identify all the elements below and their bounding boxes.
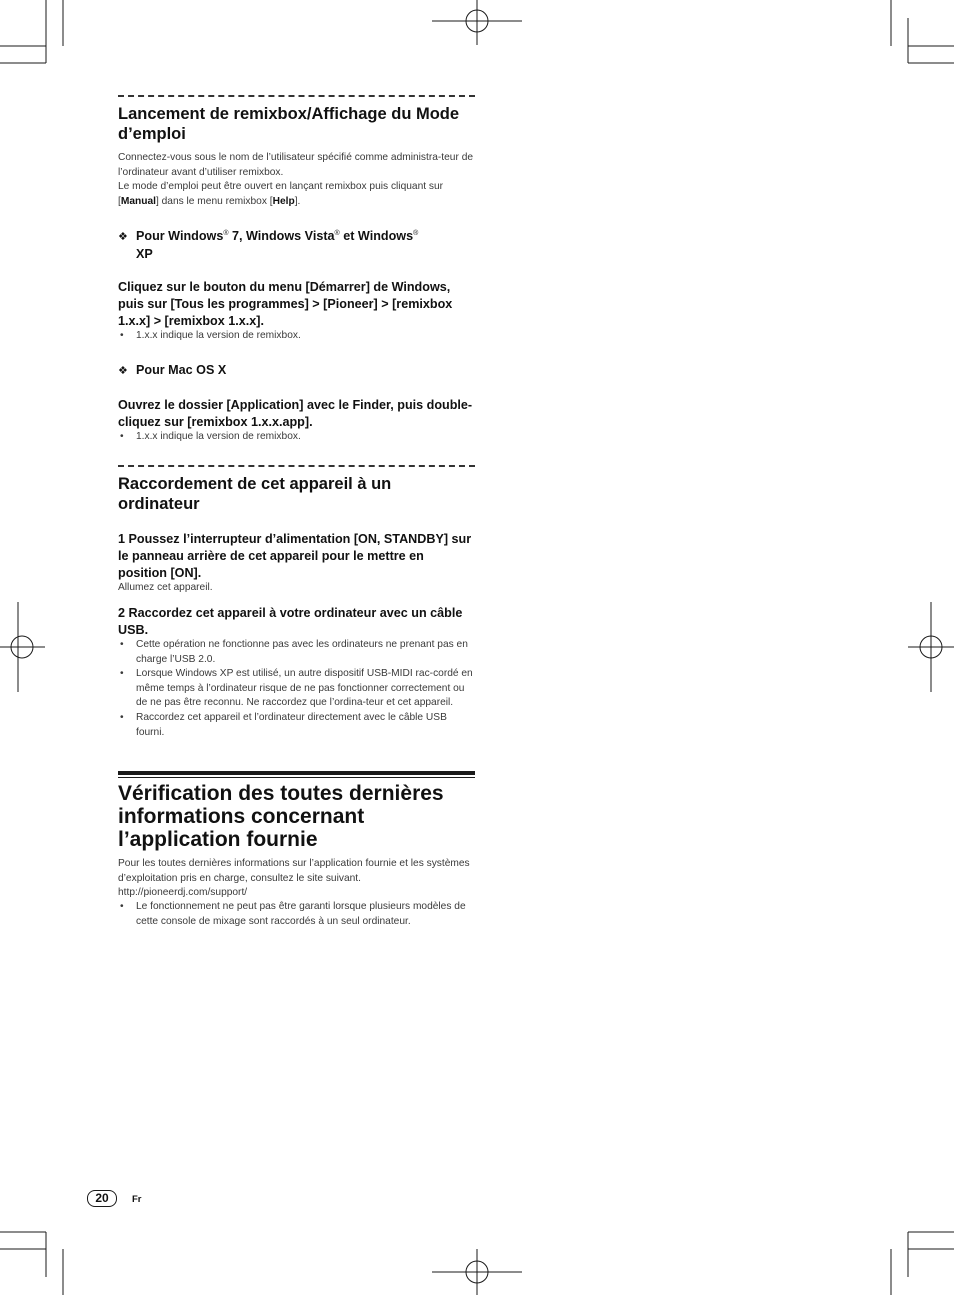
windows-note-list	[118, 329, 475, 344]
section-divider	[118, 465, 475, 467]
connect-step-1: 1 Poussez l’interrupteur d’alimentation [ON, STANDBY] sur le panneau arrière de cet appareil pour le mettre en position [ON].	[118, 532, 472, 580]
language-label: Fr	[132, 1194, 142, 1205]
connect-step-1-note: Allumez cet appareil.	[118, 582, 213, 593]
list-item: • 1.x.x indique la version de remixbox.	[118, 329, 475, 344]
list-item: • Raccordez cet appareil et l’ordinateur directement avec le câble USB fourni.	[118, 711, 475, 740]
manual-menu-label: Manual	[120, 195, 156, 207]
section-heading-connect: Raccordement de cet appareil à un ordinateur	[118, 475, 392, 513]
chapter-divider-thin	[118, 777, 475, 778]
chapter-divider	[118, 771, 475, 775]
info-notes-list	[118, 900, 475, 929]
connect-notes-list	[118, 638, 475, 740]
help-menu-label: Help	[272, 195, 295, 207]
page-number: 20	[87, 1190, 117, 1207]
connect-step-2: 2 Raccordez cet appareil à votre ordinateur avec un câble USB.	[118, 606, 463, 637]
windows-subheading: ❖ Pour Windows® 7, Windows Vista® et Windows® XP	[118, 229, 419, 261]
mac-step: Ouvrez le dossier [Application] avec le Finder, puis double-cliquez sur [remixbox 1.x.x.app].	[118, 398, 473, 429]
list-item: • Cette opération ne fonctionne pas avec les ordinateurs ne prenant pas en charge l’USB 2.0.	[118, 638, 475, 667]
admin-paragraph: Connectez-vous sous le nom de l’utilisateur spécifié comme administra-teur de l’ordinateur avant d’utiliser remixbox.	[118, 152, 474, 178]
info-paragraph: Pour les toutes dernières informations sur l’application fournie et les systèmes d’exploitation pris en charge, consultez le site suivant.	[118, 858, 470, 884]
list-item: • Le fonctionnement ne peut pas être garanti lorsque plusieurs modèles de cette console de mixage sont raccordés à un seul ordinateur.	[118, 900, 475, 929]
mac-note-list	[118, 430, 475, 445]
section-heading-launch: Lancement de remixbox/Affichage du Mode d’emploi	[118, 105, 460, 143]
diamond-bullet-icon: ❖	[118, 231, 128, 243]
mac-subheading: ❖ Pour Mac OS X	[118, 362, 475, 380]
chapter-heading: Vérification des toutes dernières informations concernant l’application fournie	[118, 782, 444, 851]
list-item: • Lorsque Windows XP est utilisé, un autre dispositif USB-MIDI rac-cordé en même temps à l’ordinateur risque de ne pas fonctionner correctement ou de ne pas être reconnu. Ne raccordez que l’ordina-teur et cet appareil.	[118, 667, 475, 711]
list-item: • 1.x.x indique la version de remixbox.	[118, 430, 475, 445]
section-divider	[118, 95, 475, 97]
support-url: http://pioneerdj.com/support/	[118, 887, 248, 898]
manual-paragraph: Le mode d’emploi peut être ouvert en lançant remixbox puis cliquant sur [Manual] dans le menu remixbox [Help].	[118, 181, 444, 207]
windows-step: Cliquez sur le bouton du menu [Démarrer] de Windows, puis sur [Tous les programmes] > [Pioneer] > [remixbox 1.x.x] > [remixbox 1.x.x].	[118, 280, 453, 328]
diamond-bullet-icon: ❖	[118, 365, 128, 377]
